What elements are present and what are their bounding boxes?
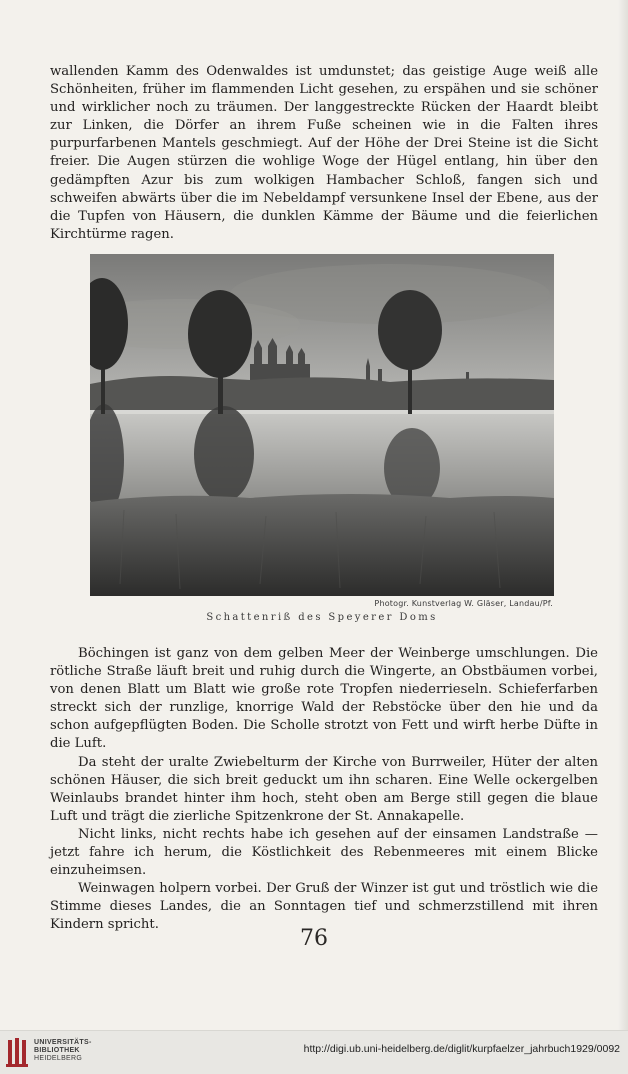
logo-line: BIBLIOTHEK — [34, 1047, 80, 1054]
page-number: 76 — [300, 926, 328, 951]
university-library-logo-icon — [6, 1036, 28, 1068]
digital-library-url-link[interactable]: http://digi.ub.uni-heidelberg.de/diglit/kurpfaelzer_jahrbuch1929/0092 — [303, 1043, 620, 1055]
library-footer — [0, 1030, 628, 1074]
logo-line: UNIVERSITÄTS- — [34, 1039, 92, 1046]
photograph-speyer-cathedral-silhouette — [90, 254, 554, 596]
figure-caption: Schattenriß des Speyerer Doms — [206, 612, 438, 623]
photo-credit: Photogr. Kunstverlag W. Gläser, Landau/Pf. — [374, 599, 553, 608]
body-text-top — [50, 63, 598, 244]
paragraph: wallenden Kamm des Odenwaldes ist umdunstet; das geistige Auge weiß alle Schönheiten, früher im flammenden Licht gesehen, zu erspähen und sie schöner und wirklicher noch zu träumen. Der langgestreckte Rücken der Haardt bleibt zur Linken, die Dörfer an ihrem Fuße scheinen wie in die Falten ihres purpurfarbenen Mantels geschmiegt. Auf der Höhe der Drei Steine ist die Sicht freier. Die Augen stürzen die wohlige Woge der Hügel entlang, hin über den gedämpften Azur bis zum wolkigen Hambacher Schloß, fangen sich und schweifen abwärts über die im Nebeldampf versunkene Insel der Ebene, aus der die Tupfen von Häusern, die dunklen Kämme der Bäume und die feierlichen Kirchtürme ragen. — [50, 64, 598, 242]
body-text-bottom — [50, 645, 598, 935]
logo-line: HEIDELBERG — [34, 1055, 83, 1062]
paragraph: Da steht der uralte Zwiebelturm der Kirche von Burrweiler, Hüter der alten schönen Häuser, die sich breit geduckt um ihn scharen. Eine Welle ockergelben Weinlaubs brandet hinter ihm hoch, steht oben am Berge still gegen die blaue Luft und trägt die zierliche Spitzenkrone der St. Annakapelle. — [50, 754, 598, 824]
paragraph: Nicht links, nicht rechts habe ich gesehen auf der einsamen Landstraße — jetzt fahre ich herum, die Köstlichkeit des Rebenmeeres mit einem Blicke einzuheimsen. — [50, 826, 598, 879]
paragraph: Weinwagen holpern vorbei. Der Gruß der Winzer ist gut und tröstlich wie die Stimme dieses Landes, die an Sonntagen tief und schmerzstillend mit ihren Kindern spricht. — [50, 881, 598, 933]
paragraph: Böchingen ist ganz von dem gelben Meer der Weinberge umschlungen. Die rötliche Straße läuft breit und ruhig durch die Wingerte, an Obstbäumen vorbei, von denen Blatt um Blatt wie große rote Tropfen niederrieseln. Schieferfarben streckt sich der runzlige, knorrige Wald der Rebstöcke über den hie und da schon aufgepflügten Boden. Die Scholle strotzt von Fett und wirft herbe Düfte in die Luft. — [50, 646, 598, 752]
library-logo-text — [34, 1039, 92, 1063]
